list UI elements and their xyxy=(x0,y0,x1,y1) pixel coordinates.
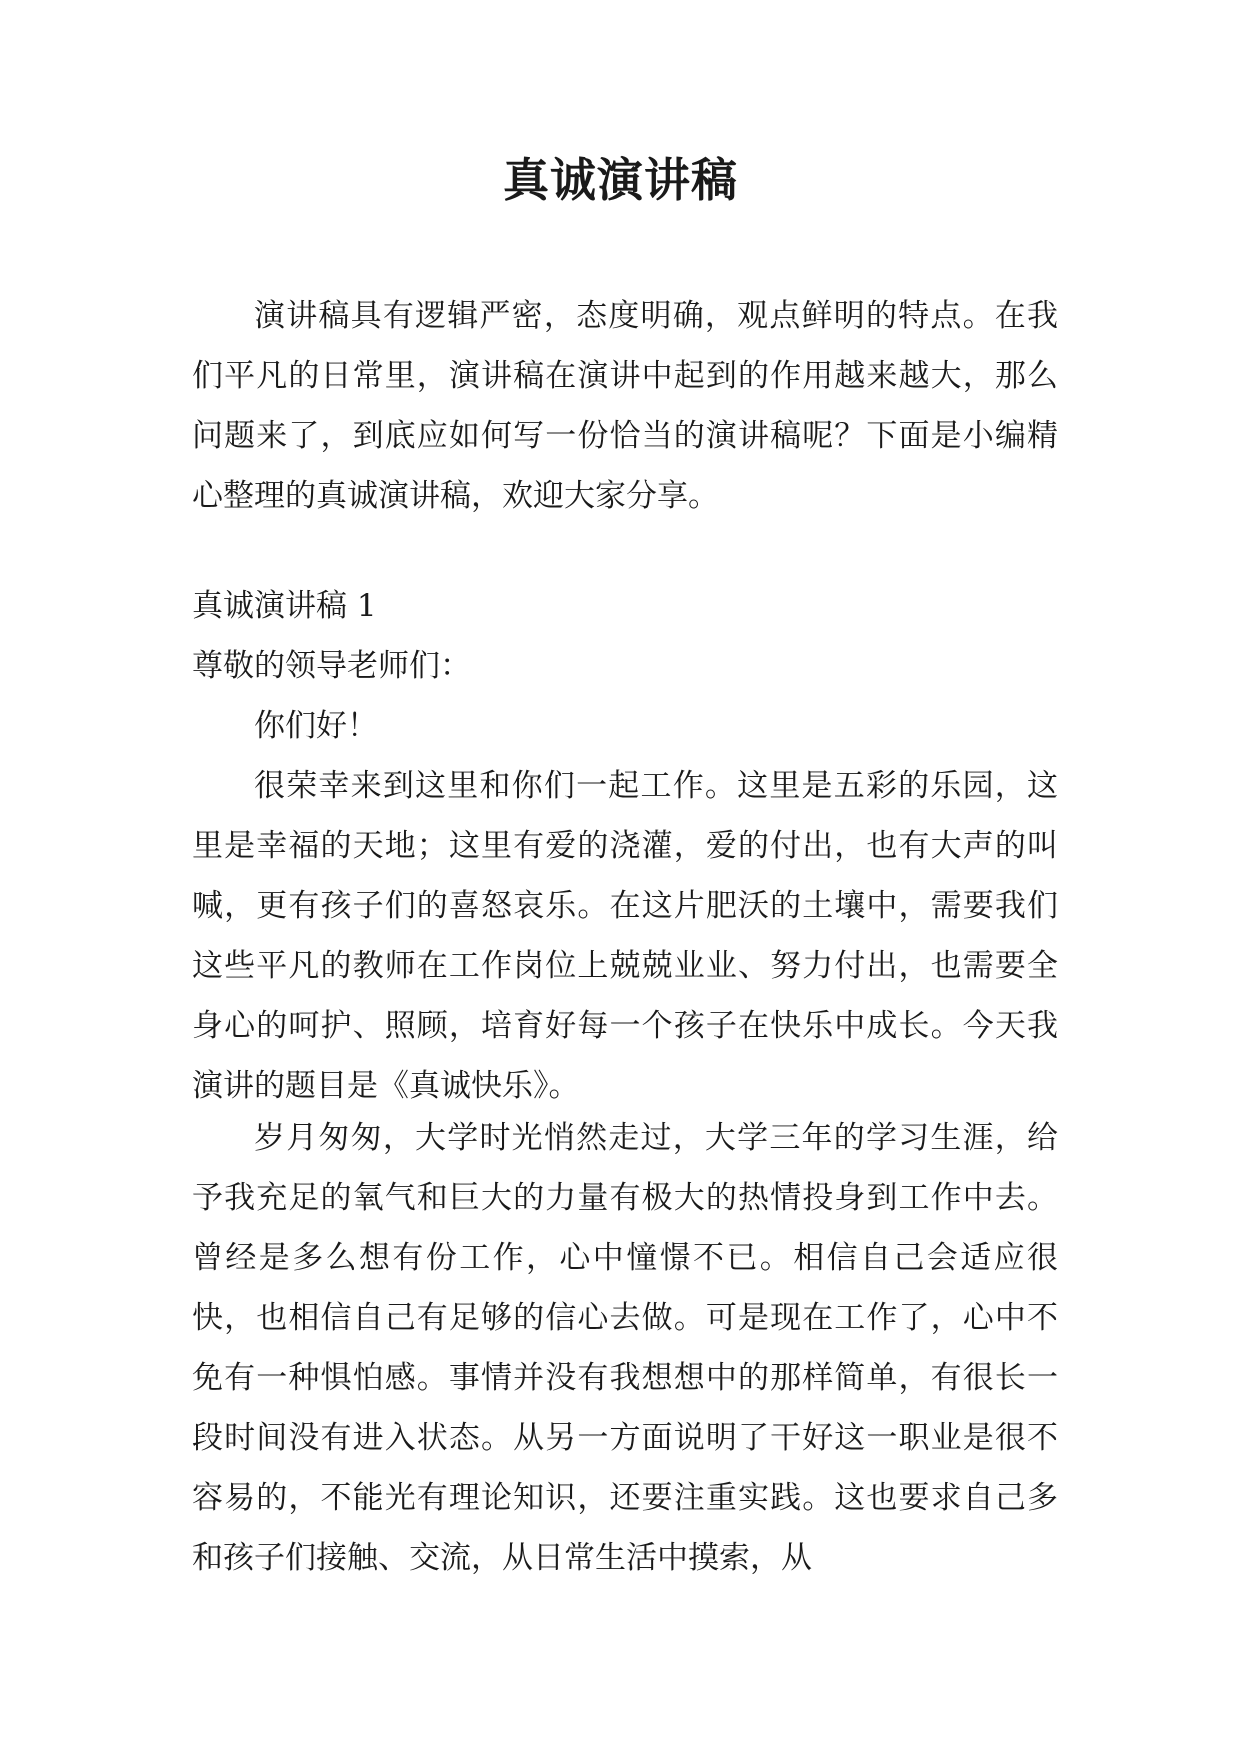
salutation: 尊敬的领导老师们： xyxy=(192,648,471,684)
greeting: 你们好！ xyxy=(254,708,378,744)
section-heading: 真诚演讲稿 1 xyxy=(192,588,377,624)
page-title: 真诚演讲稿 xyxy=(503,153,738,207)
intro-paragraph: 演讲稿具有逻辑严密，态度明确，观点鲜明的特点。在我们平凡的日常里，演讲稿在演讲中起到的作用越来越大，那么问题来了，到底应如何写一份恰当的演讲稿呢？下面是小编精心整理的真诚演讲稿，欢迎大家分享。 xyxy=(192,298,1058,514)
body-paragraph-1: 很荣幸来到这里和你们一起工作。这里是五彩的乐园，这里是幸福的天地；这里有爱的浇灌，爱的付出，也有大声的叫喊，更有孩子们的喜怒哀乐。在这片肥沃的土壤中，需要我们这些平凡的教师在工作岗位上兢兢业业、努力付出，也需要全身心的呵护、照顾，培育好每一个孩子在快乐中成长。今天我演讲的题目是《真诚快乐》。 xyxy=(192,768,1058,1104)
body-paragraph-2: 岁月匆匆，大学时光悄然走过，大学三年的学习生涯，给予我充足的氧气和巨大的力量有极大的热情投身到工作中去。曾经是多么想有份工作，心中憧憬不已。相信自己会适应很快，也相信自己有足够的信心去做。可是现在工作了，心中不免有一种惧怕感。事情并没有我想想中的那样简单，有很长一段时间没有进入状态。从另一方面说明了干好这一职业是很不容易的，不能光有理论知识，还要注重实践。这也要求自己多和孩子们接触、交流，从日常生活中摸索，从 xyxy=(192,1120,1058,1576)
